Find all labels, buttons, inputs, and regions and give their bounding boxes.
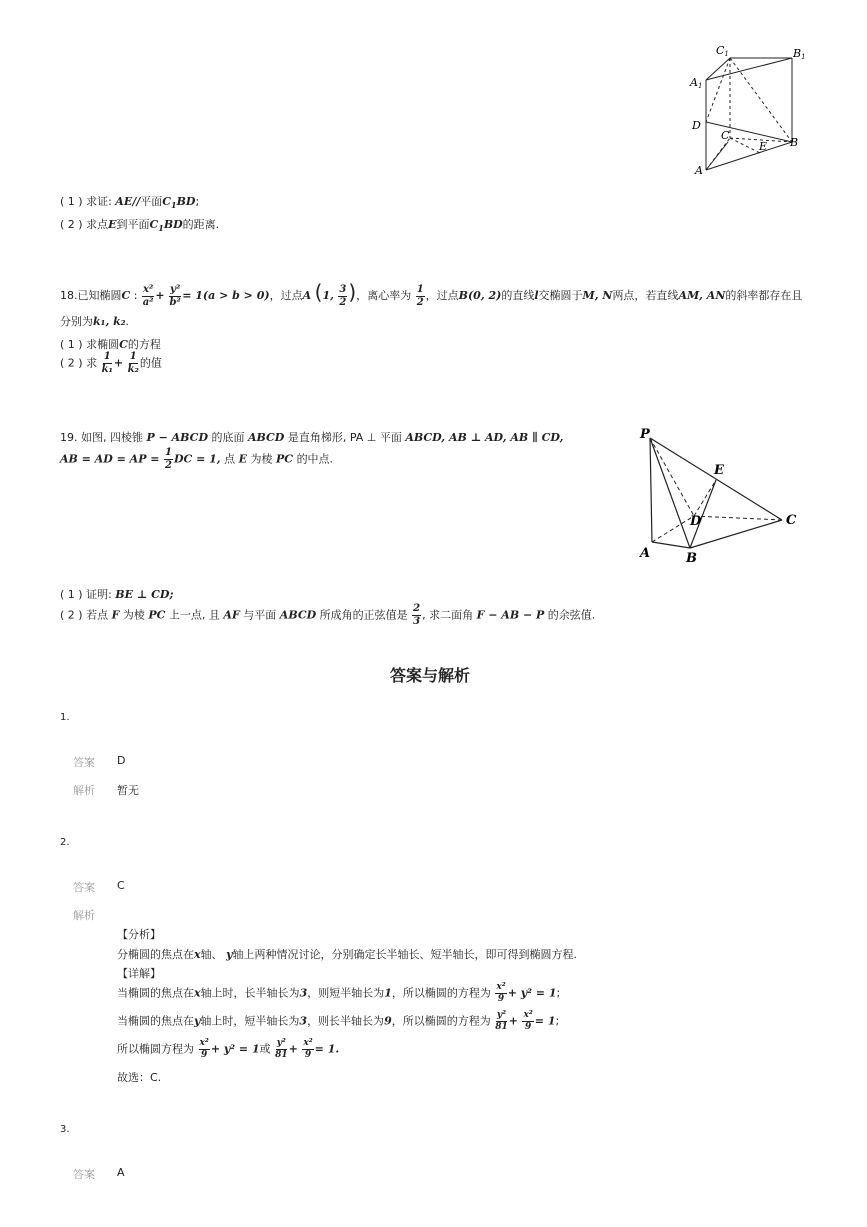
- answer-3-label: 答案: [73, 1168, 95, 1181]
- answer-2-value: C: [117, 879, 125, 892]
- analysis-1-value: 暂无: [117, 784, 139, 797]
- answers-title: 答案与解析: [390, 666, 471, 685]
- q19-part1: ( 1 ) 证明: BE ⊥ CD;: [60, 588, 174, 601]
- analysis-2-label: 解析: [73, 909, 95, 922]
- answer-1-value: D: [117, 754, 126, 767]
- analysis-1-label: 解析: [73, 784, 95, 797]
- answer-3-value: A: [117, 1166, 125, 1179]
- label-C1: C1: [716, 44, 729, 58]
- label-B: B: [790, 136, 799, 149]
- q18-stem-line2: 分别为k₁, k₂.: [60, 315, 130, 328]
- answer-1-number: 1.: [60, 712, 70, 723]
- q17-part1: ( 1 ) 求证: AE//平面$C_1BD$;: [60, 195, 200, 211]
- label-D2: D: [690, 514, 702, 529]
- label-D: D: [692, 119, 701, 132]
- q17-part2: ( 2 ) 求点E到平面$C_1BD$的距离.: [60, 218, 220, 234]
- label-A: A: [695, 164, 703, 177]
- label-C: C: [721, 129, 730, 142]
- answer-3-number: 3.: [60, 1124, 70, 1135]
- label-P: P: [640, 427, 650, 442]
- analysis-2-line3: 所以椭圆方程为 $\frac{\text{x²}}{9}$ + y² = 1或 $\frac{\text{y²}}{81}$ + $\frac{\text{x²}}{9}$ = 1.: [117, 1038, 340, 1060]
- label-B1: B1: [793, 47, 806, 61]
- analysis-2-line2: 当椭圆的焦点在y轴上时，短半轴长为3，则长半轴长为9，所以椭圆的方程为 $\frac{\text{y²}}{81}$ + $\frac{\text{x²}}{9}$ = 1;: [117, 1010, 560, 1032]
- label-E: E: [759, 140, 768, 153]
- label-A1: A1: [690, 76, 703, 90]
- q19-part2: ( 2 ) 若点 F 为棱 PC 上一点, 且 AF 与平面 ABCD 所成角的正弦值是 $\frac{2}{3}$ , 求二面角 F − AB − P 的余弦值.: [60, 603, 596, 627]
- answer-2-label: 答案: [73, 881, 95, 894]
- answer-1-label: 答案: [73, 756, 95, 769]
- analysis-2-line1: 当椭圆的焦点在x轴上时，长半轴长为3，则短半轴长为1，所以椭圆的方程为 $\frac{\text{x²}}{9}$ + y² = 1;: [117, 982, 561, 1004]
- analysis-2-conclusion: 故选：C.: [117, 1071, 162, 1084]
- label-B2: B: [686, 551, 697, 566]
- pyramid-figure: [636, 424, 806, 569]
- label-A2: A: [640, 546, 651, 561]
- q18-stem-line1: 18.已知椭圆C : $\frac{\text{x²}}{\text{a²}}$ + $\frac{\text{y²}}{\text{b²}}$ = 1(a > b > 0)，过点A (1, $\frac{3}{2}$ )，离心率为 $\frac{1}{2}$ ，过点B(0, 2)的直线l交椭圆于M, N两点，若直线AM, AN的斜率都存在且: [60, 280, 803, 308]
- q18-part1: ( 1 ) 求椭圆C的方程: [60, 338, 161, 351]
- analysis-2-para: 分椭圆的焦点在x轴、 y轴上两种情况讨论，分别确定长半轴长、短半轴长，即可得到椭圆方程.: [117, 948, 577, 961]
- label-E2: E: [714, 463, 724, 478]
- label-C2: C: [786, 513, 797, 528]
- q19-stem-line1: 19. 如图, 四棱锥 P − ABCD 的底面 ABCD 是直角梯形, PA ⊥ 平面 ABCD, AB ⊥ AD, AB ∥ CD,: [60, 431, 564, 444]
- analysis-2-heading-analysis: 【分析】: [117, 928, 161, 941]
- q18-part2: ( 2 ) 求 $\frac{1}{\text{k₁}}$ + $\frac{1}{\text{k₂}}$ 的值: [60, 351, 162, 375]
- analysis-2-heading-detail: 【详解】: [117, 967, 161, 980]
- answer-2-number: 2.: [60, 837, 70, 848]
- prism-figure: [688, 40, 813, 180]
- q19-stem-line2: AB = AD = AP = $\frac{1}{2}$ DC = 1, 点 E 为棱 PC 的中点.: [60, 447, 334, 471]
